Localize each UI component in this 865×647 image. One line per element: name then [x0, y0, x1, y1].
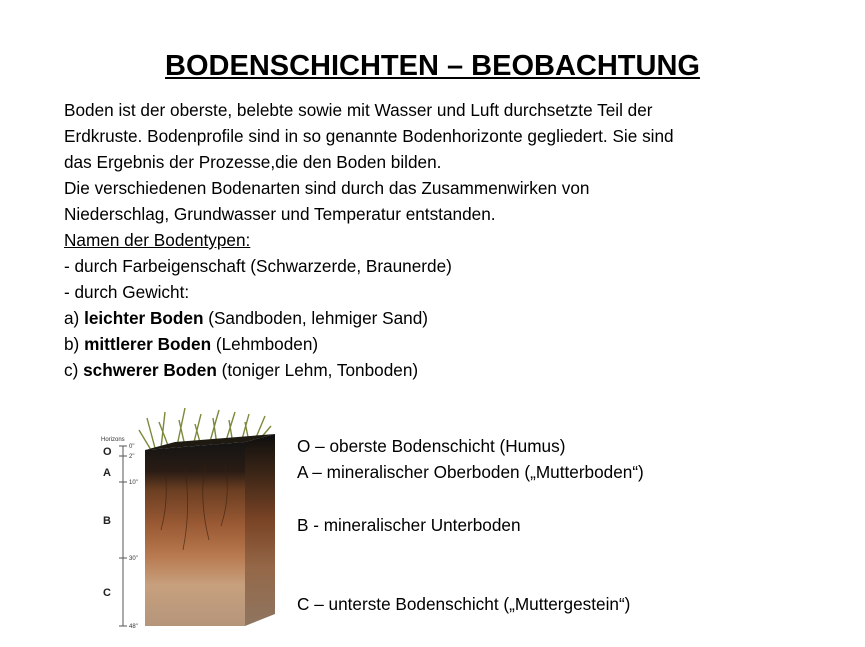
heavy-soil-item: c) schwerer Boden (toniger Lehm, Tonboden)	[64, 360, 419, 380]
horizon-c-letter: C	[103, 587, 111, 599]
intro-line-1: Boden ist der oberste, belebte sowie mit Wasser und Luft durchsetzte Teil der	[64, 100, 653, 120]
intro-line-5: Niederschlag, Grundwasser und Temperatur entstanden.	[64, 204, 496, 224]
horizon-a-label: A – mineralischer Oberboden („Mutterboden“)	[297, 462, 644, 482]
soil-block-svg	[95, 400, 295, 635]
soil-types-heading: Namen der Bodentypen:	[64, 230, 251, 250]
depth-scale	[119, 446, 127, 626]
light-soil-item: a) leichter Boden (Sandboden, lehmiger Sand)	[64, 308, 428, 328]
soil-type-by-color: - durch Farbeigenschaft (Schwarzerde, Braunerde)	[64, 256, 452, 276]
horizons-label: Horizons	[101, 437, 125, 443]
intro-line-2: Erdkruste. Bodenprofile sind in so genannte Bodenhorizonte gegliedert. Sie sind	[64, 126, 674, 146]
intro-line-4: Die verschiedenen Bodenarten sind durch das Zusammenwirken von	[64, 178, 590, 198]
soil-side-face	[245, 434, 275, 626]
depth-10: 10"	[129, 480, 138, 486]
soil-profile-illustration	[95, 400, 295, 635]
intro-text	[64, 97, 824, 383]
soil-type-by-weight: - durch Gewicht:	[64, 282, 190, 302]
depth-48: 48"	[129, 624, 138, 630]
horizon-b-letter: B	[103, 515, 111, 527]
horizon-c-label: C – unterste Bodenschicht („Muttergestein“)	[297, 594, 631, 614]
soil-front-face	[145, 442, 245, 626]
depth-0: 0"	[129, 444, 135, 450]
page-title: BODENSCHICHTEN – BEOBACHTUNG	[165, 50, 700, 82]
horizon-b-label: B - mineralischer Unterboden	[297, 515, 521, 535]
horizon-o-label: O – oberste Bodenschicht (Humus)	[297, 436, 566, 456]
horizon-o-letter: O	[103, 446, 112, 458]
intro-line-3: das Ergebnis der Prozesse,die den Boden bilden.	[64, 152, 442, 172]
horizon-a-letter: A	[103, 467, 111, 479]
medium-soil-item: b) mittlerer Boden (Lehmboden)	[64, 334, 319, 354]
depth-2: 2"	[129, 454, 135, 460]
depth-30: 30"	[129, 556, 138, 562]
